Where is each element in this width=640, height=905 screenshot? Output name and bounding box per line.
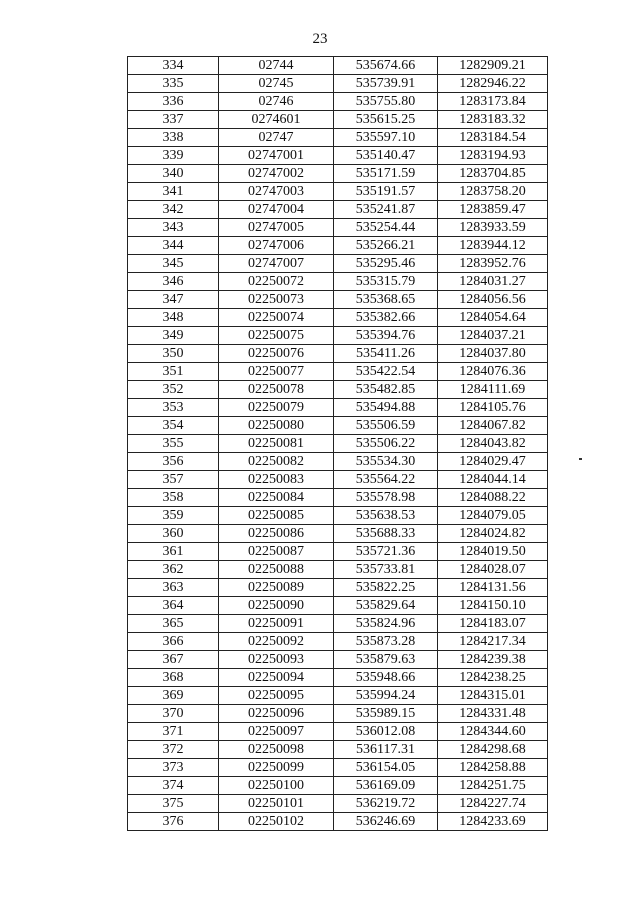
row-number-cell: 358 [128, 489, 219, 507]
table-row [128, 813, 548, 831]
y-coordinate-cell: 1284233.69 [438, 813, 548, 831]
x-coordinate-cell: 535315.79 [334, 273, 438, 291]
y-coordinate-cell: 1284088.22 [438, 489, 548, 507]
y-coordinate-cell: 1284150.10 [438, 597, 548, 615]
point-id-cell: 02250096 [219, 705, 334, 723]
y-coordinate-cell: 1283933.59 [438, 219, 548, 237]
row-number-cell: 368 [128, 669, 219, 687]
y-coordinate-cell: 1284298.68 [438, 741, 548, 759]
table-row [128, 561, 548, 579]
y-coordinate-cell: 1284028.07 [438, 561, 548, 579]
table-row [128, 111, 548, 129]
row-number-cell: 375 [128, 795, 219, 813]
table-row [128, 669, 548, 687]
point-id-cell: 02250072 [219, 273, 334, 291]
y-coordinate-cell: 1284251.75 [438, 777, 548, 795]
row-number-cell: 335 [128, 75, 219, 93]
point-id-cell: 02250102 [219, 813, 334, 831]
y-coordinate-cell: 1284043.82 [438, 435, 548, 453]
row-number-cell: 341 [128, 183, 219, 201]
row-number-cell: 353 [128, 399, 219, 417]
point-id-cell: 02747003 [219, 183, 334, 201]
row-number-cell: 337 [128, 111, 219, 129]
point-id-cell: 02250093 [219, 651, 334, 669]
x-coordinate-cell: 535191.57 [334, 183, 438, 201]
y-coordinate-cell: 1282909.21 [438, 57, 548, 75]
x-coordinate-cell: 535368.65 [334, 291, 438, 309]
x-coordinate-cell: 535254.44 [334, 219, 438, 237]
x-coordinate-cell: 536154.05 [334, 759, 438, 777]
point-id-cell: 02250077 [219, 363, 334, 381]
y-coordinate-cell: 1283859.47 [438, 201, 548, 219]
y-coordinate-cell: 1284054.64 [438, 309, 548, 327]
y-coordinate-cell: 1284227.74 [438, 795, 548, 813]
x-coordinate-cell: 535241.87 [334, 201, 438, 219]
table-row [128, 327, 548, 345]
point-id-cell: 02250097 [219, 723, 334, 741]
table-row [128, 309, 548, 327]
x-coordinate-cell: 535266.21 [334, 237, 438, 255]
row-number-cell: 361 [128, 543, 219, 561]
x-coordinate-cell: 535721.36 [334, 543, 438, 561]
point-id-cell: 02250075 [219, 327, 334, 345]
x-coordinate-cell: 535482.85 [334, 381, 438, 399]
table-row [128, 687, 548, 705]
y-coordinate-cell: 1283758.20 [438, 183, 548, 201]
y-coordinate-cell: 1283183.32 [438, 111, 548, 129]
y-coordinate-cell: 1283173.84 [438, 93, 548, 111]
y-coordinate-cell: 1284331.48 [438, 705, 548, 723]
table-row [128, 453, 548, 471]
point-id-cell: 02250088 [219, 561, 334, 579]
row-number-cell: 359 [128, 507, 219, 525]
y-coordinate-cell: 1284131.56 [438, 579, 548, 597]
point-id-cell: 02250090 [219, 597, 334, 615]
table-body [128, 57, 548, 831]
row-number-cell: 376 [128, 813, 219, 831]
x-coordinate-cell: 536246.69 [334, 813, 438, 831]
y-coordinate-cell: 1284258.88 [438, 759, 548, 777]
x-coordinate-cell: 535615.25 [334, 111, 438, 129]
y-coordinate-cell: 1283194.93 [438, 147, 548, 165]
x-coordinate-cell: 535422.54 [334, 363, 438, 381]
point-id-cell: 02250091 [219, 615, 334, 633]
table-row [128, 93, 548, 111]
point-id-cell: 02746 [219, 93, 334, 111]
row-number-cell: 374 [128, 777, 219, 795]
x-coordinate-cell: 535829.64 [334, 597, 438, 615]
y-coordinate-cell: 1283944.12 [438, 237, 548, 255]
row-number-cell: 345 [128, 255, 219, 273]
point-id-cell: 02747004 [219, 201, 334, 219]
x-coordinate-cell: 535578.98 [334, 489, 438, 507]
row-number-cell: 356 [128, 453, 219, 471]
point-id-cell: 02250086 [219, 525, 334, 543]
point-id-cell: 02250073 [219, 291, 334, 309]
row-number-cell: 363 [128, 579, 219, 597]
point-id-cell: 02250089 [219, 579, 334, 597]
point-id-cell: 02747001 [219, 147, 334, 165]
y-coordinate-cell: 1284079.05 [438, 507, 548, 525]
y-coordinate-cell: 1284315.01 [438, 687, 548, 705]
page-number: 23 [312, 31, 328, 47]
row-number-cell: 372 [128, 741, 219, 759]
y-coordinate-cell: 1283952.76 [438, 255, 548, 273]
table-row [128, 651, 548, 669]
row-number-cell: 351 [128, 363, 219, 381]
table-row [128, 507, 548, 525]
table-row [128, 795, 548, 813]
table-row [128, 759, 548, 777]
point-id-cell: 02745 [219, 75, 334, 93]
table-row [128, 219, 548, 237]
table-row [128, 633, 548, 651]
point-id-cell: 02250084 [219, 489, 334, 507]
point-id-cell: 02250095 [219, 687, 334, 705]
row-number-cell: 360 [128, 525, 219, 543]
y-coordinate-cell: 1283704.85 [438, 165, 548, 183]
y-coordinate-cell: 1284029.47 [438, 453, 548, 471]
table-row [128, 273, 548, 291]
x-coordinate-cell: 535948.66 [334, 669, 438, 687]
row-number-cell: 364 [128, 597, 219, 615]
x-coordinate-cell: 535822.25 [334, 579, 438, 597]
table-row [128, 417, 548, 435]
row-number-cell: 354 [128, 417, 219, 435]
point-id-cell: 02747002 [219, 165, 334, 183]
x-coordinate-cell: 535638.53 [334, 507, 438, 525]
x-coordinate-cell: 535411.26 [334, 345, 438, 363]
point-id-cell: 02250082 [219, 453, 334, 471]
table-row [128, 741, 548, 759]
y-coordinate-cell: 1284076.36 [438, 363, 548, 381]
row-number-cell: 373 [128, 759, 219, 777]
point-id-cell: 02747006 [219, 237, 334, 255]
y-coordinate-cell: 1284031.27 [438, 273, 548, 291]
x-coordinate-cell: 535506.22 [334, 435, 438, 453]
point-id-cell: 02747005 [219, 219, 334, 237]
y-coordinate-cell: 1284239.38 [438, 651, 548, 669]
point-id-cell: 02250079 [219, 399, 334, 417]
row-number-cell: 348 [128, 309, 219, 327]
x-coordinate-cell: 535989.15 [334, 705, 438, 723]
point-id-cell: 02250100 [219, 777, 334, 795]
row-number-cell: 370 [128, 705, 219, 723]
point-id-cell: 02250078 [219, 381, 334, 399]
x-coordinate-cell: 535739.91 [334, 75, 438, 93]
point-id-cell: 02250092 [219, 633, 334, 651]
y-coordinate-cell: 1284037.80 [438, 345, 548, 363]
x-coordinate-cell: 535597.10 [334, 129, 438, 147]
x-coordinate-cell: 535394.76 [334, 327, 438, 345]
point-id-cell: 02250101 [219, 795, 334, 813]
x-coordinate-cell: 535295.46 [334, 255, 438, 273]
point-id-cell: 02250080 [219, 417, 334, 435]
row-number-cell: 371 [128, 723, 219, 741]
y-coordinate-cell: 1283184.54 [438, 129, 548, 147]
table-row [128, 435, 548, 453]
x-coordinate-cell: 535382.66 [334, 309, 438, 327]
point-id-cell: 02250099 [219, 759, 334, 777]
stray-mark [579, 458, 582, 460]
table-row [128, 705, 548, 723]
point-id-cell: 02747007 [219, 255, 334, 273]
x-coordinate-cell: 536219.72 [334, 795, 438, 813]
table-row [128, 723, 548, 741]
y-coordinate-cell: 1284344.60 [438, 723, 548, 741]
point-id-cell: 02250081 [219, 435, 334, 453]
row-number-cell: 340 [128, 165, 219, 183]
y-coordinate-cell: 1284044.14 [438, 471, 548, 489]
row-number-cell: 349 [128, 327, 219, 345]
table-row [128, 291, 548, 309]
x-coordinate-cell: 535824.96 [334, 615, 438, 633]
x-coordinate-cell: 535494.88 [334, 399, 438, 417]
y-coordinate-cell: 1284024.82 [438, 525, 548, 543]
row-number-cell: 362 [128, 561, 219, 579]
table-row [128, 75, 548, 93]
y-coordinate-cell: 1284111.69 [438, 381, 548, 399]
point-id-cell: 02250074 [219, 309, 334, 327]
point-id-cell: 02250085 [219, 507, 334, 525]
y-coordinate-cell: 1284056.56 [438, 291, 548, 309]
point-id-cell: 02250098 [219, 741, 334, 759]
row-number-cell: 344 [128, 237, 219, 255]
y-coordinate-cell: 1284037.21 [438, 327, 548, 345]
row-number-cell: 365 [128, 615, 219, 633]
coordinates-table [127, 56, 548, 831]
table-row [128, 615, 548, 633]
y-coordinate-cell: 1282946.22 [438, 75, 548, 93]
table-row [128, 345, 548, 363]
row-number-cell: 338 [128, 129, 219, 147]
table-row [128, 399, 548, 417]
table-row [128, 777, 548, 795]
table-row [128, 525, 548, 543]
point-id-cell: 02744 [219, 57, 334, 75]
table-row [128, 57, 548, 75]
y-coordinate-cell: 1284019.50 [438, 543, 548, 561]
row-number-cell: 342 [128, 201, 219, 219]
table-row [128, 183, 548, 201]
row-number-cell: 343 [128, 219, 219, 237]
x-coordinate-cell: 535873.28 [334, 633, 438, 651]
x-coordinate-cell: 535140.47 [334, 147, 438, 165]
x-coordinate-cell: 535755.80 [334, 93, 438, 111]
table-row [128, 363, 548, 381]
x-coordinate-cell: 535171.59 [334, 165, 438, 183]
row-number-cell: 347 [128, 291, 219, 309]
x-coordinate-cell: 536012.08 [334, 723, 438, 741]
row-number-cell: 334 [128, 57, 219, 75]
point-id-cell: 02250076 [219, 345, 334, 363]
x-coordinate-cell: 536169.09 [334, 777, 438, 795]
row-number-cell: 366 [128, 633, 219, 651]
table-row [128, 201, 548, 219]
y-coordinate-cell: 1284183.07 [438, 615, 548, 633]
table-row [128, 129, 548, 147]
point-id-cell: 02250094 [219, 669, 334, 687]
table-row [128, 381, 548, 399]
y-coordinate-cell: 1284105.76 [438, 399, 548, 417]
row-number-cell: 367 [128, 651, 219, 669]
row-number-cell: 339 [128, 147, 219, 165]
x-coordinate-cell: 535879.63 [334, 651, 438, 669]
table-row [128, 255, 548, 273]
table-row [128, 471, 548, 489]
point-id-cell: 0274601 [219, 111, 334, 129]
table-row [128, 543, 548, 561]
x-coordinate-cell: 535994.24 [334, 687, 438, 705]
x-coordinate-cell: 535506.59 [334, 417, 438, 435]
row-number-cell: 369 [128, 687, 219, 705]
table-row [128, 597, 548, 615]
x-coordinate-cell: 536117.31 [334, 741, 438, 759]
row-number-cell: 346 [128, 273, 219, 291]
row-number-cell: 352 [128, 381, 219, 399]
y-coordinate-cell: 1284067.82 [438, 417, 548, 435]
y-coordinate-cell: 1284217.34 [438, 633, 548, 651]
row-number-cell: 357 [128, 471, 219, 489]
x-coordinate-cell: 535564.22 [334, 471, 438, 489]
table-row [128, 147, 548, 165]
table-row [128, 489, 548, 507]
x-coordinate-cell: 535688.33 [334, 525, 438, 543]
y-coordinate-cell: 1284238.25 [438, 669, 548, 687]
x-coordinate-cell: 535733.81 [334, 561, 438, 579]
row-number-cell: 336 [128, 93, 219, 111]
x-coordinate-cell: 535674.66 [334, 57, 438, 75]
point-id-cell: 02747 [219, 129, 334, 147]
row-number-cell: 355 [128, 435, 219, 453]
point-id-cell: 02250083 [219, 471, 334, 489]
x-coordinate-cell: 535534.30 [334, 453, 438, 471]
row-number-cell: 350 [128, 345, 219, 363]
table-row [128, 237, 548, 255]
point-id-cell: 02250087 [219, 543, 334, 561]
table-row [128, 579, 548, 597]
table-row [128, 165, 548, 183]
